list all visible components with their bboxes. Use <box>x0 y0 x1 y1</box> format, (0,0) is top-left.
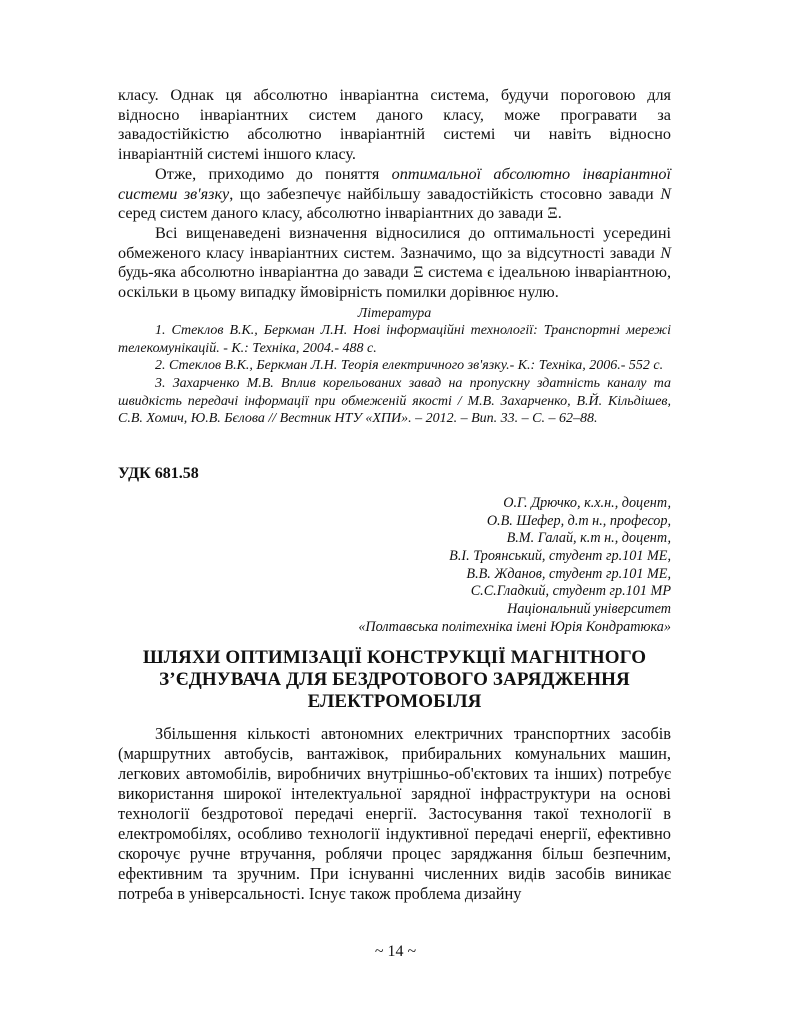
article-body-paragraph: Збільшення кількості автономних електричних транспортних засобів (маршрутних автобусів, вантажівок, прибиральних комунальних машин, легкових автомобілів, виробничих внутрішньо-об'єктових та інших) потребує використання широкої інтелектуальної зарядної інфраструктури на основі технології бездротової передачі енергії. Застосування такої технології в електромобілях, особливо технології індуктивної передачі енергії, ефективно скорочує ручне втручання, роблячи процес заряджання більш безпечним, ефективним та зручним. При існуванні численних видів засобів виникає потреба в універсальності. Існує також проблема дизайну <box>118 724 671 903</box>
text-span: Всі вищенаведені визначення відносилися до оптимальності усередині обмеженого класу інваріантних систем. Зазначимо, що за відсутності завади <box>118 223 671 262</box>
article-title <box>118 647 671 713</box>
page-number: ~ 14 ~ <box>374 943 417 960</box>
text-span: серед систем даного класу, абсолютно інваріантних до завади Ξ. <box>118 204 562 223</box>
paragraph-conclusion <box>118 224 671 303</box>
reference-item: 1. Стеклов В.К., Беркман Л.Н. Нові інформаційні технології: Транспортні мережі телекомунікацій. - К.: Техніка, 2004.- 488 с. <box>118 323 671 356</box>
page-content <box>118 86 671 904</box>
text-span: , що забезпечує найбільшу завадостійкість стосовно завади <box>229 184 661 203</box>
reference-item: 2. Стеклов В.К., Беркман Л.Н. Теорія електричного зв'язку.- К.: Техніка, 2006.- 552 с. <box>155 358 664 374</box>
affiliation-line: Національний університет <box>507 601 671 618</box>
authors-block <box>118 495 671 637</box>
author-line: В.В. Жданов, студент гр.101 МЕ, <box>466 565 671 582</box>
variable-n: N <box>660 184 671 203</box>
reference-item: 3. Захарченко М.В. Вплив корельованих завад на пропускну здатність каналу та швидкість передачі інформації при обмеженій якості / М.В. Захарченко, В.Й. Кільдішев, С.В. Хомич, Ю.В. Бєлова // Вестник НТУ «ХПИ». – 2012. – Вип. 33. – С. – 62–88. <box>118 376 671 427</box>
author-line: В.І. Троянський, студент гр.101 МЕ, <box>449 547 671 564</box>
references-heading: Література <box>357 305 432 321</box>
title-line: ЕЛЕКТРОМОБІЛЯ <box>307 691 482 713</box>
emphasized-term: оптимальної абсолютно інваріантної системи зв'язку <box>118 164 671 203</box>
paragraph-optimal-definition <box>118 165 671 224</box>
variable-n: N <box>660 243 671 262</box>
text-span: Отже, приходимо до поняття <box>155 164 392 183</box>
author-line: О.Г. Дрючко, к.х.н., доцент, <box>503 494 671 511</box>
author-line: С.С.Гладкий, студент гр.101 МР <box>470 583 671 600</box>
author-line: В.М. Галай, к.т н., доцент, <box>506 530 671 547</box>
text-span: будь-яка абсолютно інваріантна до завади Ξ система є ідеальною інваріантною, оскільки в цьому випадку ймовірність помилки дорівнює нулю. <box>118 263 671 302</box>
paragraph-continuation: класу. Однак ця абсолютно інваріантна система, будучи пороговою для відносно інваріантних систем даного класу, може програвати за завадостійкістю абсолютно інваріантній системі чи навіть відносно інваріантній системі іншого класу. <box>118 86 671 164</box>
title-line: З’ЄДНУВАЧА ДЛЯ БЕЗДРОТОВОГО ЗАРЯДЖЕННЯ <box>159 669 630 691</box>
author-line: О.В. Шефер, д.т н., професор, <box>486 512 671 529</box>
title-line: ШЛЯХИ ОПТИМІЗАЦІЇ КОНСТРУКЦІЇ МАГНІТНОГО <box>142 647 647 669</box>
udk-code: УДК 681.58 <box>118 464 199 482</box>
affiliation-line: «Полтавська політехніка імені Юрія Кондратюка» <box>358 618 671 635</box>
